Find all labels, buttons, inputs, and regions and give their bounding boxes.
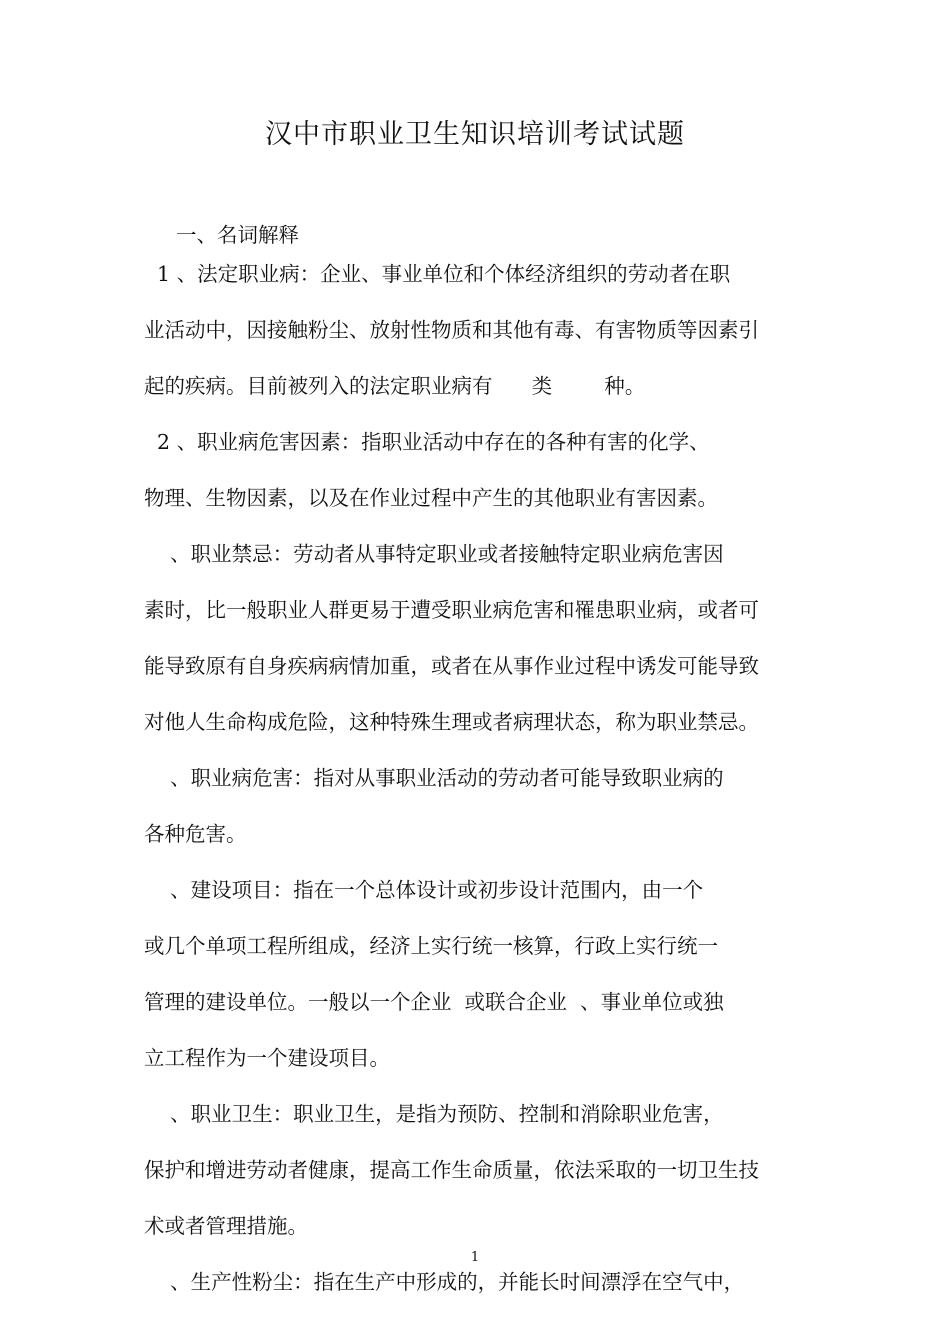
text-line: 起的疾病。目前被列入的法定职业病有 类 种。 <box>144 374 646 398</box>
text-line: 管理的建设单位。一般以一个企业 或联合企业 、事业单位或独 <box>144 990 724 1014</box>
text-line: 、职业病危害：指对从事职业活动的劳动者可能导致职业病的 <box>144 766 724 790</box>
page-number: 1 <box>470 1250 480 1265</box>
text-line: 各种危害。 <box>144 822 247 846</box>
text-line: 能导致原有自身疾病病情加重，或者在从事作业过程中诱发可能导致 <box>144 654 759 678</box>
text-line: 、生产性粉尘：指在生产中形成的，并能长时间漂浮在空气中， <box>144 1270 745 1294</box>
text-line: 2 、职业病危害因素：指职业活动中存在的各种有害的化学、 <box>144 430 710 454</box>
text-line: 物理、生物因素，以及在作业过程中产生的其他职业有害因素。 <box>144 486 718 510</box>
text-line: 、建设项目：指在一个总体设计或初步设计范围内，由一个 <box>144 878 704 902</box>
section-heading: 一、名词解释 <box>176 223 299 247</box>
text-line: 保护和增进劳动者健康，提高工作生命质量，依法采取的一切卫生技 <box>144 1158 759 1182</box>
text-line: 业活动中，因接触粉尘、放射性物质和其他有毒、有害物质等因素引 <box>144 318 759 342</box>
text-line: 对他人生命构成危险，这种特殊生理或者病理状态，称为职业禁忌。 <box>144 710 759 734</box>
document-body <box>144 254 808 1303</box>
text-line: 1 、法定职业病：企业、事业单位和个体经济组织的劳动者在职 <box>144 262 731 286</box>
text-line: 术或者管理措施。 <box>144 1214 308 1238</box>
text-line: 、职业禁忌：劳动者从事特定职业或者接触特定职业病危害因 <box>144 542 724 566</box>
text-line: 立工程作为一个建设项目。 <box>144 1046 390 1070</box>
page-title: 汉中市职业卫生知识培训考试试题 <box>265 119 685 150</box>
text-line: 、职业卫生：职业卫生，是指为预防、控制和消除职业危害， <box>144 1102 724 1126</box>
text-line: 或几个单项工程所组成，经济上实行统一核算，行政上实行统一 <box>144 934 718 958</box>
text-line: 素时，比一般职业人群更易于遭受职业病危害和罹患职业病，或者可 <box>144 598 759 622</box>
